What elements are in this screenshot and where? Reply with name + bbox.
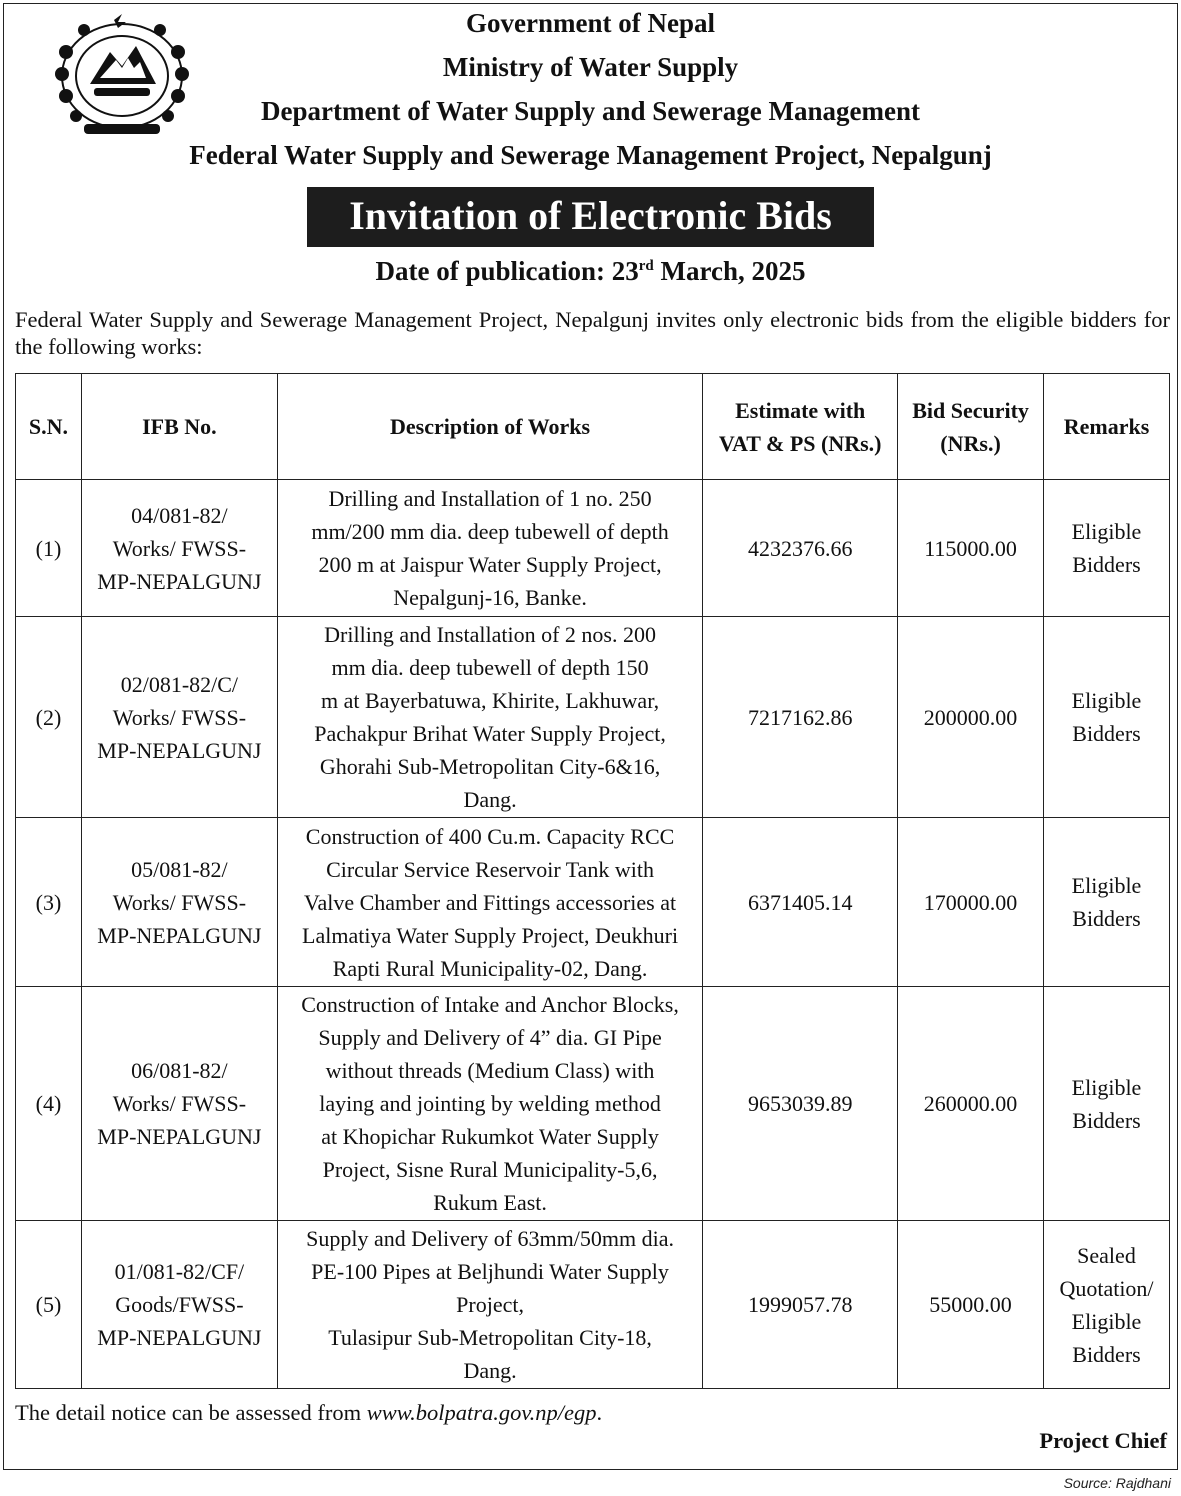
description-line: Dang. (463, 787, 517, 812)
description-line: laying and jointing by welding method (319, 1091, 661, 1116)
description-line: 200 m at Jaispur Water Supply Project, (318, 552, 662, 577)
header-estimate (703, 374, 898, 480)
publication-date (0, 256, 1181, 287)
ifb-line: MP-NEPALGUNJ (97, 922, 262, 948)
header-project: Federal Water Supply and Sewerage Management Project, Nepalgunj (189, 140, 992, 170)
detail-notice-end: . (596, 1400, 603, 1425)
ifb-line: 02/081-82/C/ (120, 671, 239, 697)
description-line: Drilling and Installation of 1 no. 250 (328, 486, 652, 511)
cell-sn: (5) (16, 1221, 82, 1389)
cell-ifb (81, 617, 277, 818)
description-line: at Khopichar Rukumkot Water Supply (321, 1124, 659, 1149)
description-line: Valve Chamber and Fittings accessories at (304, 889, 677, 915)
cell-security: 170000.00 (898, 818, 1044, 987)
cell-description (277, 617, 702, 818)
cell-ifb (81, 987, 277, 1221)
header-ifb: IFB No. (81, 374, 277, 480)
cell-estimate: 9653039.89 (703, 987, 898, 1221)
publication-date-ordinal: rd (638, 258, 654, 274)
description-line: mm/200 mm dia. deep tubewell of depth (311, 519, 669, 544)
cell-security: 260000.00 (898, 987, 1044, 1221)
description-line: m at Bayerbatuwa, Khirite, Lakhuwar, (320, 688, 660, 713)
header-department: Department of Water Supply and Sewerage Management (261, 96, 920, 126)
table-row (16, 480, 1170, 617)
cell-description (277, 1221, 702, 1389)
cell-estimate: 7217162.86 (703, 617, 898, 818)
ifb-line: Goods/FWSS- (115, 1292, 244, 1317)
table-row (16, 987, 1170, 1221)
cell-remarks (1044, 480, 1170, 617)
detail-notice (15, 1400, 602, 1426)
description-line: Project, Sisne Rural Municipality-5,6, (322, 1157, 658, 1182)
header-estimate-line2: VAT & PS (NRs.) (718, 430, 882, 456)
description-line: Tulasipur Sub-Metropolitan City-18, (328, 1325, 652, 1350)
table-row (16, 1221, 1170, 1389)
remarks-line: Sealed (1077, 1242, 1136, 1268)
description-line: without threads (Medium Class) with (325, 1058, 655, 1083)
cell-remarks (1044, 818, 1170, 987)
ifb-line: 01/081-82/CF/ (114, 1259, 245, 1284)
cell-ifb (81, 1221, 277, 1389)
table-row (16, 818, 1170, 987)
description-line: Ghorahi Sub-Metropolitan City-6&16, (319, 754, 661, 779)
remarks-line: Eligible (1071, 1074, 1142, 1100)
header-security-line2: (NRs.) (940, 430, 1001, 456)
description-line: Circular Service Reservoir Tank with (326, 856, 655, 882)
cell-description (277, 480, 702, 617)
remarks-line: Eligible (1071, 688, 1142, 713)
cell-estimate: 1999057.78 (703, 1221, 898, 1389)
remarks-line: Quotation/ (1059, 1275, 1154, 1301)
header-security (898, 374, 1044, 480)
ifb-line: 04/081-82/ (131, 502, 228, 528)
remarks-line: Eligible (1071, 519, 1142, 544)
cell-remarks (1044, 987, 1170, 1221)
ifb-line: Works/ FWSS- (112, 889, 247, 915)
description-line: Drilling and Installation of 2 nos. 200 (324, 622, 656, 647)
remarks-line: Bidders (1072, 552, 1141, 577)
description-line: Nepalgunj-16, Banke. (393, 585, 587, 610)
cell-estimate: 4232376.66 (703, 480, 898, 617)
cell-sn: (2) (16, 617, 82, 818)
table-row (16, 617, 1170, 818)
ifb-line: Works/ FWSS- (112, 535, 247, 561)
cell-security: 55000.00 (898, 1221, 1044, 1389)
remarks-line: Eligible (1071, 873, 1142, 898)
description-line: Dang. (463, 1358, 517, 1383)
signatory: Project Chief (1039, 1428, 1167, 1453)
ifb-line: MP-NEPALGUNJ (97, 1124, 262, 1149)
remarks-line: Bidders (1072, 721, 1141, 746)
cell-description (277, 818, 702, 987)
notice-title: Invitation of Electronic Bids (307, 187, 874, 247)
source-credit: Source: Rajdhani (1063, 1475, 1171, 1491)
cell-sn: (3) (16, 818, 82, 987)
cell-remarks (1044, 617, 1170, 818)
ifb-line: Works/ FWSS- (112, 1091, 247, 1116)
cell-sn: (4) (16, 987, 82, 1221)
description-line: Supply and Delivery of 4” dia. GI Pipe (318, 1025, 662, 1050)
ifb-line: MP-NEPALGUNJ (97, 568, 262, 594)
cell-remarks (1044, 1221, 1170, 1389)
publication-date-rest: March, 2025 (653, 256, 806, 286)
description-line: Lalmatiya Water Supply Project, Deukhuri (302, 922, 679, 948)
description-line: Rapti Rural Municipality-02, Dang. (332, 955, 648, 981)
description-line: Pachakpur Brihat Water Supply Project, (314, 721, 666, 746)
ifb-line: 06/081-82/ (131, 1058, 228, 1083)
description-line: Construction of 400 Cu.m. Capacity RCC (305, 823, 675, 849)
cell-ifb (81, 480, 277, 617)
detail-notice-text: The detail notice can be assessed from (15, 1400, 367, 1425)
description-line: Construction of Intake and Anchor Blocks, (301, 992, 679, 1017)
cell-security: 115000.00 (898, 480, 1044, 617)
intro-paragraph: Federal Water Supply and Sewerage Management Project, Nepalgunj invites only electronic bids from the eligible bidders for the following works: (15, 307, 1170, 359)
description-line: PE-100 Pipes at Beljhundi Water Supply (311, 1259, 669, 1284)
cell-estimate: 6371405.14 (703, 818, 898, 987)
ifb-line: MP-NEPALGUNJ (97, 737, 262, 763)
cell-ifb (81, 818, 277, 987)
ifb-line: 05/081-82/ (131, 856, 228, 882)
description-line: Supply and Delivery of 63mm/50mm dia. (306, 1226, 674, 1251)
bids-table (15, 373, 1170, 1389)
publication-date-prefix: Date of publication: 23 (375, 256, 639, 286)
header-remarks: Remarks (1044, 374, 1170, 480)
bolpatra-link[interactable]: www.bolpatra.gov.np/egp (366, 1400, 597, 1425)
table-header-row (16, 374, 1170, 480)
description-line: mm dia. deep tubewell of depth 150 (331, 655, 649, 680)
header-ministry: Ministry of Water Supply (442, 52, 739, 82)
remarks-line: Bidders (1072, 1107, 1141, 1133)
remarks-line: Bidders (1072, 906, 1141, 931)
header-sn: S.N. (16, 374, 82, 480)
cell-sn: (1) (16, 480, 82, 617)
header-estimate-line1: Estimate with (735, 397, 866, 423)
ifb-line: Works/ FWSS- (112, 704, 247, 730)
cell-description (277, 987, 702, 1221)
header-security-line1: Bid Security (912, 397, 1029, 423)
header-description: Description of Works (277, 374, 702, 480)
cell-security: 200000.00 (898, 617, 1044, 818)
description-line: Project, (456, 1292, 524, 1317)
header-government: Government of Nepal (466, 8, 715, 38)
ifb-line: MP-NEPALGUNJ (97, 1325, 262, 1350)
remarks-line: Eligible (1071, 1308, 1142, 1334)
remarks-line: Bidders (1072, 1341, 1141, 1367)
description-line: Rukum East. (433, 1190, 547, 1215)
